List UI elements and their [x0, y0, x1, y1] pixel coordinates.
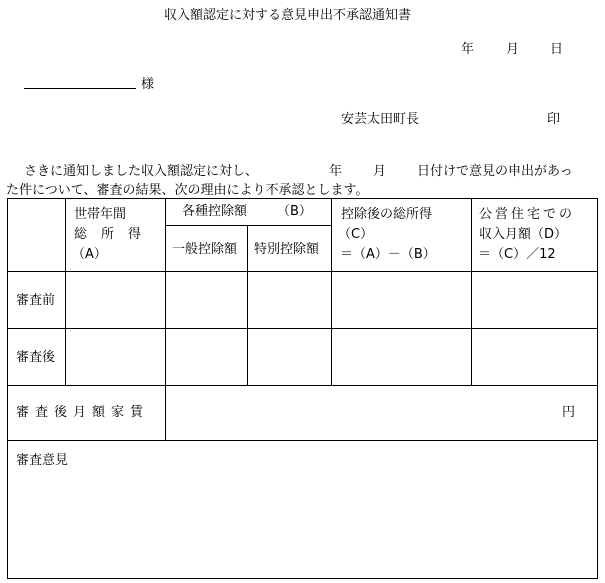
row-label-after-review: 審査後	[16, 350, 56, 365]
rent-unit: 円	[562, 405, 576, 420]
document-title: 収入額認定に対する意見申出不承認通知書	[164, 8, 412, 23]
col-b-header-title: 各種控除額	[182, 204, 248, 219]
col-d-header-line2: 収入月額（D）	[479, 227, 568, 242]
col-a-header-line2: 総所得	[74, 227, 156, 242]
cell-after-d[interactable]	[472, 329, 597, 385]
col-b-header-label: （B）	[277, 204, 312, 219]
cell-before-a[interactable]	[66, 272, 165, 328]
col-d-header-line1: 公営住宅での	[479, 207, 576, 222]
col-c-header-line3: ＝（A）－（B）	[340, 247, 436, 262]
body-text-line1a: さきに通知しました収入額認定に対し、	[24, 164, 259, 179]
issuer-name: 安芸太田町長	[341, 112, 420, 127]
seal-mark: 印	[547, 112, 561, 127]
date-day-label: 日	[550, 42, 564, 57]
col-d-header-line3: ＝（C）／12	[478, 247, 556, 262]
body-text-year: 年	[329, 164, 343, 179]
cell-after-b1[interactable]	[166, 329, 247, 385]
body-text-month: 月	[373, 164, 387, 179]
review-opinion-field[interactable]	[8, 472, 597, 577]
col-c-header-line2: （C）	[338, 227, 374, 242]
addressee-name-line	[24, 88, 136, 89]
cell-after-c[interactable]	[332, 329, 471, 385]
cell-after-b2[interactable]	[248, 329, 331, 385]
row-label-before-review: 審査前	[16, 293, 56, 308]
review-opinion-label: 審査意見	[16, 453, 69, 468]
col-a-header-line3: （A）	[72, 247, 107, 262]
rent-value-field[interactable]	[166, 386, 597, 440]
date-month-label: 月	[506, 42, 520, 57]
col-b-sub-general: 一般控除額	[172, 242, 238, 257]
date-year-label: 年	[461, 42, 475, 57]
cell-after-a[interactable]	[66, 329, 165, 385]
rent-label: 審査後月額家賃	[16, 405, 150, 420]
cell-before-c[interactable]	[332, 272, 471, 328]
cell-before-d[interactable]	[472, 272, 597, 328]
addressee-suffix: 様	[141, 77, 155, 92]
col-c-header-line1: 控除後の総所得	[341, 207, 433, 222]
col-b-sub-special: 特別控除額	[254, 242, 320, 257]
body-text-line2: た件について、審査の結果、次の理由により不承認とします。	[6, 183, 369, 198]
cell-before-b2[interactable]	[248, 272, 331, 328]
body-text-line1b: 日付けで意見の申出があっ	[417, 164, 573, 179]
col-a-header-line1: 世帯年間	[74, 207, 127, 222]
cell-before-b1[interactable]	[166, 272, 247, 328]
